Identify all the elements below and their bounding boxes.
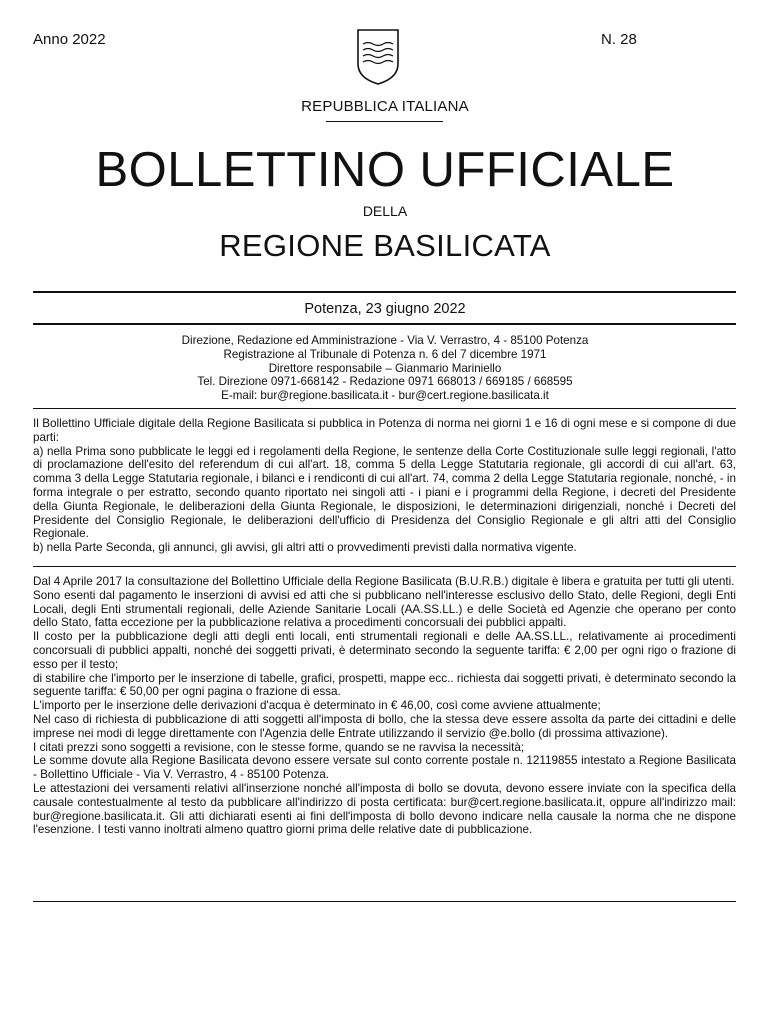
paragraph: b) nella Parte Seconda, gli annunci, gli avvisi, gli altri atti o provvedimenti previsti dalla normativa vigente.: [33, 541, 577, 555]
footer-divider: [33, 901, 736, 902]
paragraph: Il costo per la pubblicazione degli atti degli enti locali, enti strumentali regionali e delle AA.SS.LL., relativamente ai procedimenti concorsuali di pubblici appalti, nonché dei soggetti privati, è determinato secondo la seguente tariffa: € 2,00 per ogni rigo o frazione di esso per il testo;: [33, 630, 736, 671]
title-connector: DELLA: [362, 203, 408, 219]
title-divider: [33, 291, 736, 293]
republic-heading: REPUBBLICA ITALIANA: [301, 98, 469, 115]
paragraph: L'importo per le inserzione delle derivazioni d'acqua è determinato in € 46,00, così come avviene attualmente;: [33, 699, 601, 713]
date-divider: [33, 323, 736, 325]
masthead-divider: [33, 408, 736, 409]
masthead: [0, 334, 770, 403]
masthead-line: E-mail: bur@regione.basilicata.it - bur@cert.regione.basilicata.it: [221, 389, 549, 403]
issue-number: N. 28: [601, 31, 637, 48]
publication-info-section: [33, 417, 736, 555]
issue-year: Anno 2022: [33, 31, 106, 48]
masthead-line: Tel. Direzione 0971-668142 - Redazione 0971 668013 / 669185 / 668595: [197, 375, 573, 389]
paragraph: Nel caso di richiesta di pubblicazione di atti soggetti all'imposta di bollo, che la stessa deve essere assolta da parte dei cittadini e delle imprese nei modi di legge direttamente con l'Agenzia delle Entrate utilizzando il servizio @e.bollo (di prossima attivazione).: [33, 712, 736, 740]
masthead-line: Direzione, Redazione ed Amministrazione - Via V. Verrastro, 4 - 85100 Potenza: [181, 334, 589, 347]
paragraph: di stabilire che l'importo per le inserzione di tabelle, grafici, prospetti, mappe ecc.. richiesta dai soggetti privati, è determinato secondo la seguente tariffa: € 50,00 per ogni pagina o frazione di essa.: [33, 671, 736, 699]
masthead-line: Registrazione al Tribunale di Potenza n. 6 del 7 dicembre 1971: [223, 347, 547, 361]
bulletin-title: BOLLETTINO UFFICIALE: [95, 143, 675, 197]
paragraph: a) nella Prima sono pubblicate le leggi ed i regolamenti della Regione, le sentenze della Corte Costituzionale sulle leggi regionali, l'atto di proclamazione dell'esito del referendum di cui all'art. 18, comma 5 della Legge Statutaria regionale, gli accordi di cui all'art. 63, comma 3 della Legge Statutaria regionale, i bilanci e i rendiconti di cui all'art. 74, comma 2 della Legge Statutaria regionale, nonché, - in forma integrale o per estratto, secondo quanto riportato nei singoli atti - i piani e i programmi della Regione, i decreti del Presidente della Giunta Regionale, le deliberazioni della Giunta Regionale, le disposizioni, le determinazioni dirigenziali, nonché i Decreti del Presidente del Consiglio Regionale, le deliberazioni dell'ufficio di Presidenza del Consiglio Regionale e gli altri atti del Consiglio Regionale.: [33, 444, 736, 541]
region-coat-of-arms-icon: [355, 28, 401, 86]
paragraph: Le attestazioni dei versamenti relativi all'inserzione nonché all'imposta di bollo se dovuta, devono essere inviate con la specifica della causale contestualmente al testo da pubblicare all'indirizzo di posta certificata: bur@cert.regione.basilicata.it, oppure all'indirizzo mail: bur@regione.basilicata.it. Gli atti dichiarati esenti ai fini dell'imposta di bollo devono indicare nella causale la norma che ne dispone l'esenzione. I testi vanno inoltrati almeno quattro giorni prima delle relative date di pubblicazione.: [33, 781, 736, 837]
paragraph: Dal 4 Aprile 2017 la consultazione del Bollettino Ufficiale della Regione Basilicata (B.U.R.B.) digitale è libera e gratuita per tutti gli utenti.: [33, 575, 735, 588]
paragraph: Le somme dovute alla Regione Basilicata devono essere versate sul conto corrente postale n. 12119855 intestato a Regione Basilicata - Bollettino Ufficiale - Via V. Verrastro, 4 - 85100 Potenza.: [33, 754, 736, 782]
paragraph: Il Bollettino Ufficiale digitale della Regione Basilicata si pubblica in Potenza di norma nei giorni 1 e 16 di ogni mese e si compone di due parti:: [33, 417, 736, 444]
terms-section: [33, 575, 736, 837]
section-divider: [33, 566, 736, 567]
heading-underline: [326, 121, 443, 122]
masthead-line: Direttore responsabile – Gianmario Mariniello: [268, 361, 502, 375]
paragraph: I citati prezzi sono soggetti a revisione, con le stesse forme, quando se ne ravvisa la necessità;: [33, 740, 525, 754]
paragraph: Sono esenti dal pagamento le inserzioni di avvisi ed atti che si pubblicano nell'interesse esclusivo dello Stato, delle Regioni, degli Enti Locali, degli Enti strumentali regionali, delle Aziende Sanitarie Locali (AA.SS.LL.) e delle Società ed Agenzie che operano per conto dello Stato, fatta eccezione per la pubblicazione relativa a procedimenti concorsuali dei pubblici appalti.: [33, 588, 736, 630]
region-name: REGIONE BASILICATA: [219, 228, 551, 263]
issue-date: Potenza, 23 giugno 2022: [304, 301, 466, 317]
